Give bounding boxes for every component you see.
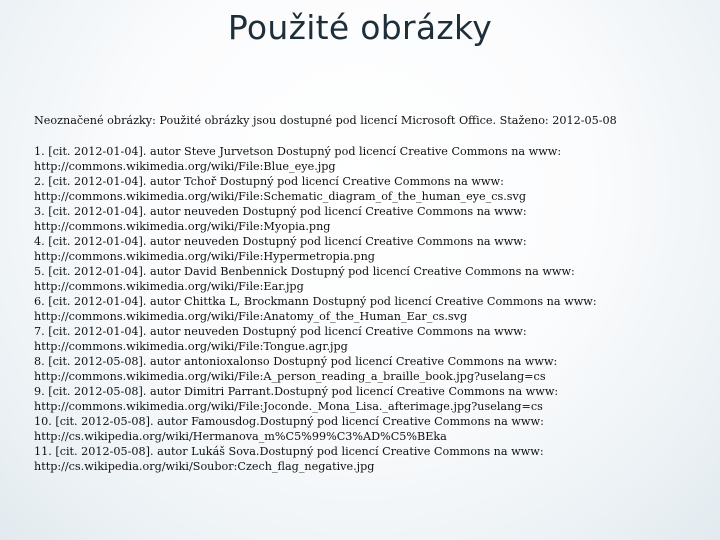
reference-text: 7. [cit. 2012-01-04]. autor neuveden Dostupný pod licencí Creative Commons na www: (34, 325, 527, 338)
slide-title: Použité obrázky (227, 8, 493, 47)
reference-text: 3. [cit. 2012-01-04]. autor neuveden Dostupný pod licencí Creative Commons na www: (34, 205, 527, 218)
reference-item (34, 414, 694, 444)
reference-url: http://commons.wikimedia.org/wiki/File:A_person_reading_a_braille_book.jpg?uselang=cs (34, 370, 546, 383)
reference-item (34, 204, 694, 234)
reference-url: http://commons.wikimedia.org/wiki/File:Joconde._Mona_Lisa._afterimage.jpg?uselang=cs (34, 400, 543, 413)
reference-url: http://commons.wikimedia.org/wiki/File:Ear.jpg (34, 280, 304, 293)
reference-item (34, 234, 694, 264)
reference-item (34, 444, 694, 474)
reference-text: 5. [cit. 2012-01-04]. autor David Benbennick Dostupný pod licencí Creative Commons na www: (34, 265, 575, 278)
reference-item (34, 384, 694, 414)
reference-item (34, 354, 694, 384)
reference-text: 8. [cit. 2012-05-08]. autor antonioxalonso Dostupný pod licencí Creative Commons na www: (34, 355, 558, 368)
intro-text: Neoznačené obrázky: Použité obrázky jsou dostupné pod licencí Microsoft Office. Staženo: 2012-05-08 (34, 114, 617, 127)
reference-item (34, 294, 694, 324)
reference-url: http://commons.wikimedia.org/wiki/File:Myopia.png (34, 220, 331, 233)
reference-url: http://commons.wikimedia.org/wiki/File:Tongue.agr.jpg (34, 340, 348, 353)
reference-item (34, 324, 694, 354)
reference-text: 11. [cit. 2012-05-08]. autor Lukáš Sova.Dostupný pod licencí Creative Commons na www: (34, 445, 544, 458)
reference-text: 1. [cit. 2012-01-04]. autor Steve Jurvetson Dostupný pod licencí Creative Commons na www: (34, 145, 562, 158)
reference-url: http://cs.wikipedia.org/wiki/Hermanova_m%C5%99%C3%AD%C5%BEka (34, 430, 447, 443)
reference-url: http://commons.wikimedia.org/wiki/File:Blue_eye.jpg (34, 160, 336, 173)
reference-url: http://commons.wikimedia.org/wiki/File:Schematic_diagram_of_the_human_eye_cs.svg (34, 190, 527, 203)
reference-item (34, 144, 694, 174)
reference-text: 2. [cit. 2012-01-04]. autor Tchoř Dostupný pod licencí Creative Commons na www: (34, 175, 504, 188)
reference-item (34, 174, 694, 204)
reference-text: 6. [cit. 2012-01-04]. autor Chittka L, Brockmann Dostupný pod licencí Creative Commons na www: (34, 295, 597, 308)
reference-text: 9. [cit. 2012-05-08]. autor Dimitri Parrant.Dostupný pod licencí Creative Commons na www: (34, 385, 559, 398)
reference-text: 10. [cit. 2012-05-08]. autor Famousdog.Dostupný pod licencí Creative Commons na www: (34, 415, 544, 428)
reference-text: 4. [cit. 2012-01-04]. autor neuveden Dostupný pod licencí Creative Commons na www: (34, 235, 527, 248)
reference-url: http://commons.wikimedia.org/wiki/File:Hypermetropia.png (34, 250, 375, 263)
reference-url: http://cs.wikipedia.org/wiki/Soubor:Czech_flag_negative.jpg (34, 460, 375, 473)
reference-url: http://commons.wikimedia.org/wiki/File:Anatomy_of_the_Human_Ear_cs.svg (34, 310, 468, 323)
reference-item (34, 264, 694, 294)
slide-content (34, 113, 694, 474)
